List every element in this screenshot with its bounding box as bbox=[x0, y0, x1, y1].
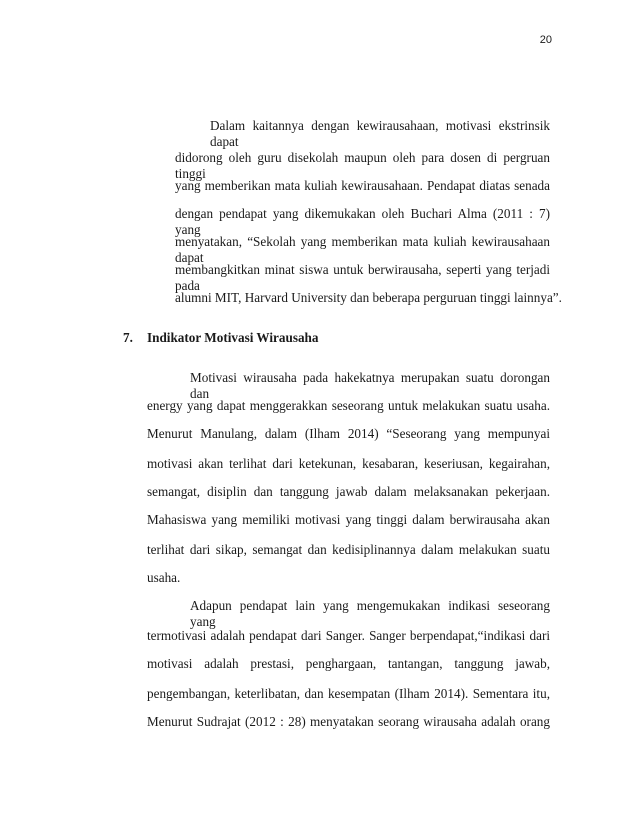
section-title: Indikator Motivasi Wirausaha bbox=[147, 330, 319, 345]
paragraph-3-line: Menurut Sudrajat (2012 : 28) menyatakan seorang wirausaha adalah orang bbox=[147, 714, 550, 729]
paragraph-3-line: Adapun pendapat lain yang mengemukakan indikasi seseorang yang bbox=[190, 598, 550, 629]
paragraph-2-line: Mahasiswa yang memiliki motivasi yang tinggi dalam berwirausaha akan bbox=[147, 512, 550, 527]
paragraph-1-line: alumni MIT, Harvard University dan beberapa perguruan tinggi lainnya”. bbox=[175, 290, 562, 305]
paragraph-1-line: Dalam kaitannya dengan kewirausahaan, motivasi ekstrinsik dapat bbox=[210, 118, 550, 149]
paragraph-2-line: terlihat dari sikap, semangat dan kedisiplinannya dalam melakukan suatu bbox=[147, 542, 550, 557]
paragraph-2-line: motivasi akan terlihat dari ketekunan, kesabaran, keseriusan, kegairahan, bbox=[147, 456, 550, 471]
paragraph-3-line: pengembangan, keterlibatan, dan kesempatan (Ilham 2014). Sementara itu, bbox=[147, 686, 550, 701]
paragraph-2-line: energy yang dapat menggerakkan seseorang untuk melakukan suatu usaha. bbox=[147, 398, 550, 413]
paragraph-1-line: dengan pendapat yang dikemukakan oleh Buchari Alma (2011 : 7) yang bbox=[175, 206, 550, 237]
page-number: 20 bbox=[539, 34, 552, 46]
paragraph-3-line: termotivasi adalah pendapat dari Sanger. Sanger berpendapat,“indikasi dari bbox=[147, 628, 550, 643]
paragraph-1-line: menyatakan, “Sekolah yang memberikan mata kuliah kewirausahaan dapat bbox=[175, 234, 550, 265]
paragraph-2-line: semangat, disiplin dan tanggung jawab dalam melaksanakan pekerjaan. bbox=[147, 484, 550, 499]
paragraph-1-line: membangkitkan minat siswa untuk berwirausaha, seperti yang terjadi pada bbox=[175, 262, 550, 293]
section-number: 7. bbox=[123, 330, 133, 345]
paragraph-1-line: didorong oleh guru disekolah maupun oleh para dosen di pergruan tinggi bbox=[175, 150, 550, 181]
paragraph-2-line: Motivasi wirausaha pada hakekatnya merupakan suatu dorongan dan bbox=[190, 370, 550, 401]
paragraph-1-line: yang memberikan mata kuliah kewirausahaan. Pendapat diatas senada bbox=[175, 178, 550, 193]
section-heading bbox=[123, 330, 318, 346]
paragraph-2-line: usaha. bbox=[147, 570, 181, 585]
paragraph-3-line: motivasi adalah prestasi, penghargaan, tantangan, tanggung jawab, bbox=[147, 656, 550, 671]
paragraph-2-line: Menurut Manulang, dalam (Ilham 2014) “Seseorang yang mempunyai bbox=[147, 426, 550, 441]
